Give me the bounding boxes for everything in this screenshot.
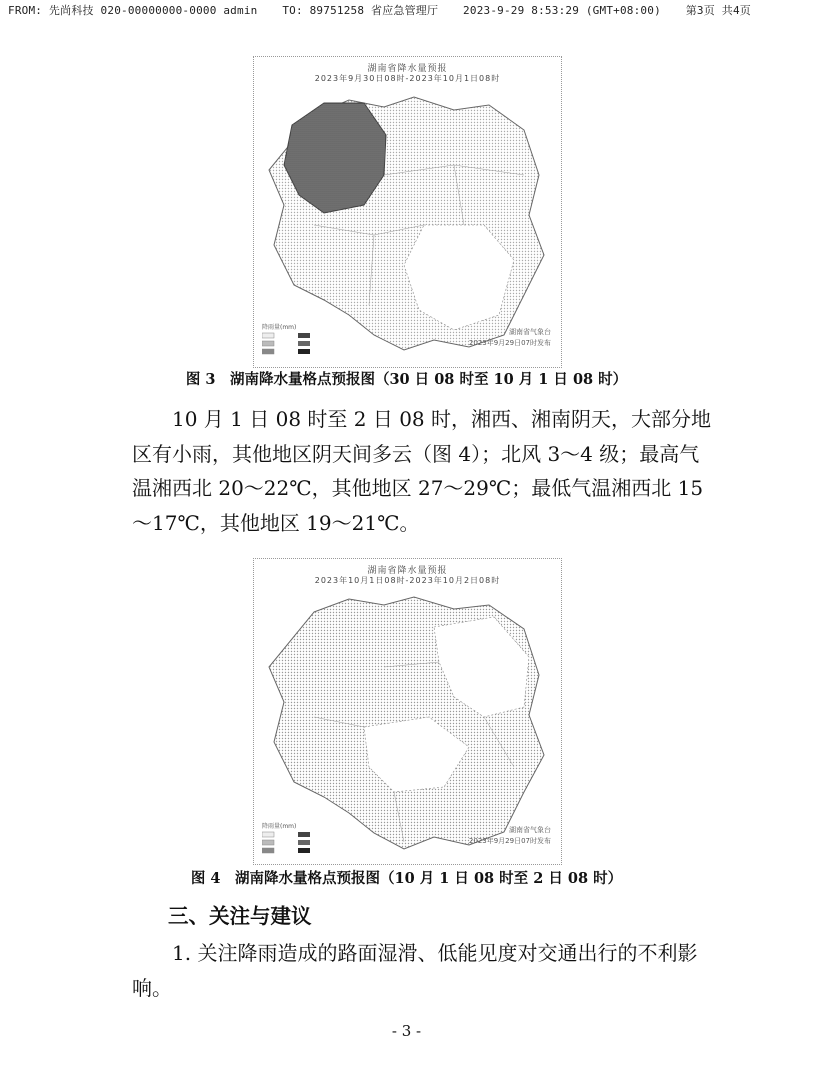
figure-3-stamp <box>469 327 551 349</box>
figure-4-legend-title: 降雨量(mm) <box>262 823 297 830</box>
fax-page: 第3页 共4页 <box>685 4 752 17</box>
figure-4-map-subtitle: 2023年10月1日08时-2023年10月2日08时 <box>314 576 501 585</box>
figure-3-legend-title: 降雨量(mm) <box>262 324 297 331</box>
figure-3-legend <box>262 322 332 359</box>
figure-4-stamp-date: 2023年9月29日07时发布 <box>468 837 551 845</box>
fax-datetime: 2023-9-29 8:53:29 (GMT+08:00) <box>463 4 661 17</box>
figure-3-precipitation-map <box>253 56 562 368</box>
figure-4-legend-swatches <box>262 830 332 856</box>
figure-3-legend-swatches <box>262 331 332 357</box>
figure-4-map-title: 湖南省降水量预报 <box>367 566 448 576</box>
fax-header <box>8 2 808 18</box>
figure-3-caption: 图 3 湖南降水量格点预报图（30 日 08 时至 10 月 1 日 08 时） <box>185 371 628 388</box>
fax-from: FROM: 先尚科技 020-00000000-0000 admin <box>8 4 258 17</box>
figure-4-legend <box>262 821 332 858</box>
figure-4-precipitation-map <box>253 558 562 865</box>
figure-3-map-subtitle: 2023年9月30日08时-2023年10月1日08时 <box>314 74 501 83</box>
section-heading: 三、关注与建议 <box>168 904 312 928</box>
figure-4-stamp <box>469 825 551 847</box>
figure-3-stamp-org: 湖南省气象台 <box>509 328 551 336</box>
figure-4-stamp-org: 湖南省气象台 <box>509 826 551 834</box>
figure-3-map-title: 湖南省降水量预报 <box>367 64 448 74</box>
page-number: - 3 - <box>391 1022 422 1040</box>
figure-4-caption: 图 4 湖南降水量格点预报图（10 月 1 日 08 时至 2 日 08 时） <box>190 870 623 887</box>
forecast-paragraph: 10 月 1 日 08 时至 2 日 08 时，湘西、湘南阴天，大部分地区有小雨，其他地区阴天间多云（图 4）；北风 3～4 级；最高气温湘西北 20～22℃，其他地区 27～29℃；最低气温湘西北 15～17℃，其他地区 19～21℃。 <box>132 407 712 535</box>
figure-3-stamp-date: 2023年9月29日07时发布 <box>468 339 551 347</box>
advice-paragraph: 1. 关注降雨造成的路面湿滑、低能见度对交通出行的不利影响。 <box>132 941 698 1000</box>
fax-to: TO: 89751258 省应急管理厅 <box>282 4 439 17</box>
